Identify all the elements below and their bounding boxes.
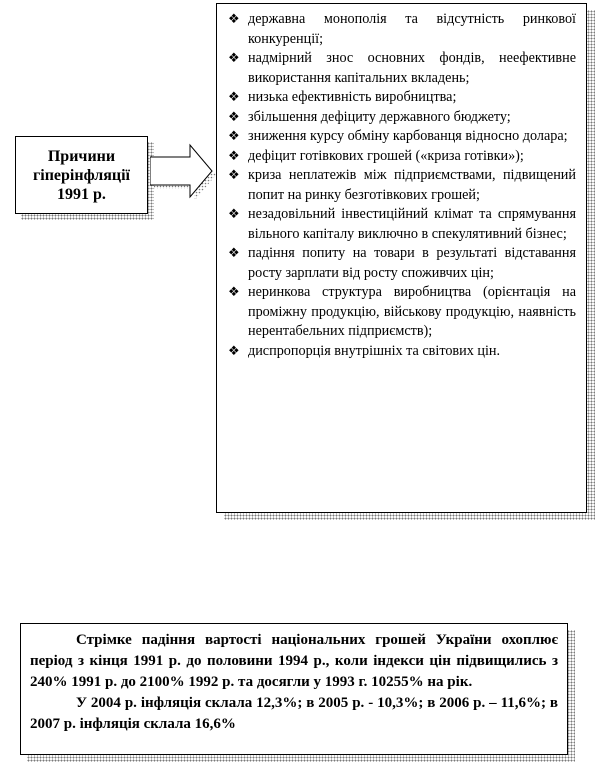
- note-box: [20, 623, 568, 755]
- causes-list: [228, 10, 576, 361]
- diamond-bullet-icon: ❖: [228, 343, 240, 359]
- diamond-bullet-icon: ❖: [228, 207, 240, 222]
- cause-item: ❖ зниження курсу обміну карбованця відносно долара;: [228, 127, 576, 147]
- diamond-bullet-icon: ❖: [228, 129, 240, 144]
- diamond-bullet-icon: ❖: [228, 109, 240, 125]
- diamond-bullet-icon: ❖: [228, 51, 240, 66]
- cause-item: ❖ надмірний знос основних фондів, неефективне використання капітальних вкладень;: [228, 50, 576, 86]
- right-arrow-icon: [150, 143, 218, 205]
- title-box: [15, 136, 148, 214]
- diamond-bullet-icon: ❖: [228, 168, 240, 183]
- diamond-bullet-icon: ❖: [228, 246, 240, 261]
- note-paragraph-2: У 2004 р. інфляція склала 12,3%; в 2005 р. - 10,3%; в 2006 р. – 11,6%; в 2007 р. інфляція склала 16,6%: [30, 695, 558, 732]
- cause-item: ❖ низька ефективність виробництва;: [228, 88, 576, 108]
- diagram-title: Причини гіперінфляції 1991 р.: [32, 147, 130, 203]
- diamond-bullet-icon: ❖: [228, 90, 240, 105]
- note-paragraph-1: Стрімке падіння вартості національних грошей України охоплює період з кінця 1991 р. до половини 1994 р., коли індекси цін підвищились з 240% 1991 р. до 2100% 1992 р. та досягли у 1993 г. 10255% на рік.: [30, 632, 558, 690]
- cause-item: ❖ незадовільний інвестиційний клімат та спрямування вільного капіталу виключно в спекулятивний бізнес;: [228, 206, 576, 242]
- diamond-bullet-icon: ❖: [228, 148, 240, 164]
- causes-box: [216, 3, 587, 513]
- cause-item: ❖ збільшення дефіциту державного бюджету;: [228, 108, 576, 128]
- cause-item: ❖ диспропорція внутрішніх та світових цін.: [228, 342, 576, 362]
- cause-item: ❖ криза неплатежів між підприємствами, підвищений попит на ринку безготівкових грошей;: [228, 167, 576, 203]
- cause-item: ❖ державна монополія та відсутність ринкової конкуренції;: [228, 11, 576, 47]
- diamond-bullet-icon: ❖: [228, 285, 240, 300]
- cause-item: ❖ дефіцит готівкових грошей («криза готівки»);: [228, 147, 576, 167]
- cause-item: ❖ падіння попиту на товари в результаті відставання росту зарплати від росту споживчих цін;: [228, 245, 576, 281]
- diamond-bullet-icon: ❖: [228, 12, 240, 27]
- cause-item: ❖ неринкова структура виробництва (орієнтація на проміжну продукцію, військову продукцію, наявність нерентабельних підприємств);: [228, 284, 576, 339]
